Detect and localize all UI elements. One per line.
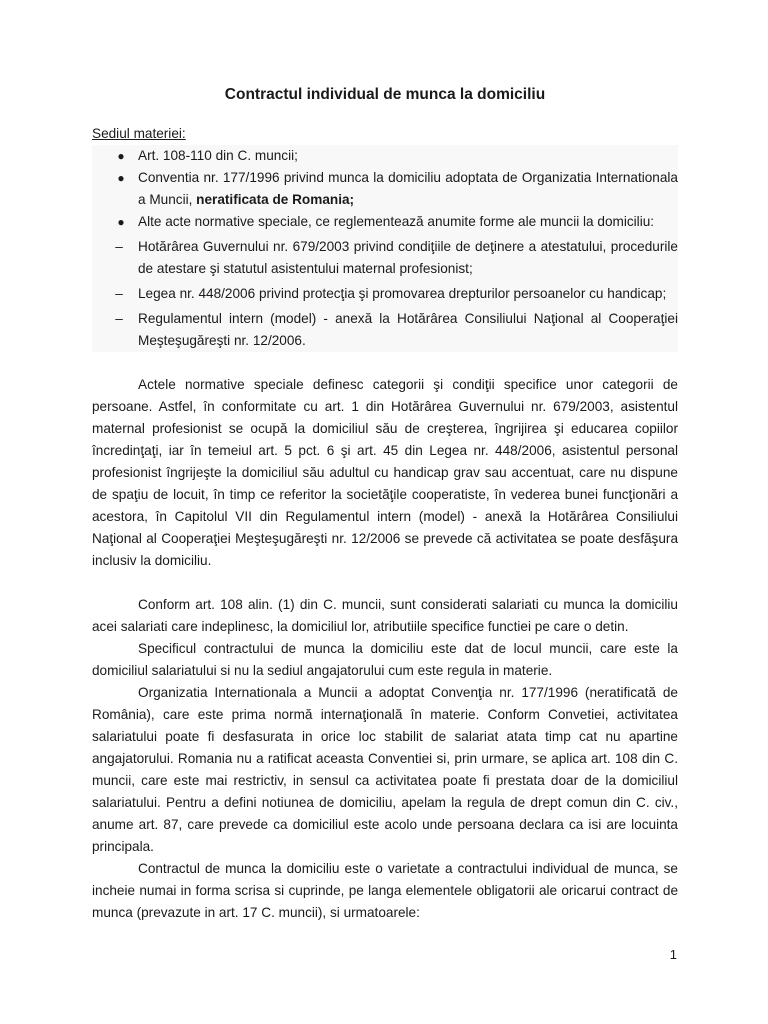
- paragraph-specific: Specificul contractului de munca la domiciliu este dat de locul muncii, care este la domiciliul salariatului si nu la sediul angajatorului cum este regula in materie.: [92, 641, 678, 678]
- document-title: Contractul individual de munca la domiciliu: [224, 86, 546, 103]
- list-item-text: Alte acte normative speciale, ce reglementează anumite forme ale muncii la domiciliu:: [138, 214, 655, 229]
- paragraph-art-108: Conform art. 108 alin. (1) din C. muncii, sunt considerati salariati cu munca la domiciliu acei salariati care indeplinesc, la domiciliul lor, atributiile specifice functiei pe care o detin.: [92, 597, 678, 634]
- paragraph-oim-convention: Organizatia Internationala a Muncii a adoptat Convenţia nr. 177/1996 (neratificată de România), care este prima normă internaţională în materie. Conform Convetiei, activitatea salariatului poate fi desfasurata in orice loc stabilit de salariat atata timp cat nu apartine angajatorului. Romania nu a ratificat aceasta Conventiei si, prin urmare, se aplica art. 108 din C. muncii, care este mai restrictiv, in sensul ca activitatea poate fi prestata doar de la domiciliul salariatului. Pentru a defini notiunea de domiciliu, apelam la regula de drept comun din C. civ., anume art. 87, care prevede ca domiciliul este acolo unde persoana declara ca isi are locuinta principala.: [92, 685, 678, 854]
- dash-icon: –: [115, 311, 123, 326]
- list-item-text: Conventia nr. 177/1996 privind munca la domiciliu adoptata de Organizatia Internationala a Muncii,: [138, 170, 678, 207]
- list-item: [92, 283, 678, 305]
- list-item: [92, 167, 678, 211]
- bullet-icon: ●: [117, 149, 125, 163]
- dash-icon: –: [115, 286, 123, 301]
- legal-sources-list: [92, 145, 678, 352]
- section-heading: Sediul materiei:: [92, 126, 186, 141]
- page-number: 1: [669, 947, 677, 962]
- list-item-text: Art. 108-110 din C. muncii;: [138, 148, 298, 163]
- paragraph-special-acts: Actele normative speciale definesc categorii şi condiţii specifice unor categorii de persoane. Astfel, în conformitate cu art. 1 din Hotărârea Guvernului nr. 679/2003, asistentul maternal profesionist se ocupă la domiciliul său de creşterea, îngrijirea şi educarea copiilor încredinţaţi, iar în temeiul art. 5 pct. 6 şi art. 45 din Legea nr. 448/2006, asistentul personal profesionist îngrijeşte la domiciliul său adultul cu handicap grav sau accentuat, care nu dispune de spaţiu de locuit, în timp ce referitor la societăţile cooperatiste, în vederea bunei funcţionări a acestora, în Capitolul VII din Regulamentul intern (model) - anexă la Hotărârea Consiliului Naţional al Cooperaţiei Meşteşugăreşti nr. 12/2006 se prevede că activitatea se poate desfăşura inclusiv la domiciliu.: [92, 377, 678, 568]
- list-item: [92, 211, 678, 233]
- list-item-text: Regulamentul intern (model) - anexă la Hotărârea Consiliului Naţional al Cooperaţiei Meşteşugăreşti nr. 12/2006.: [138, 311, 678, 348]
- spacer: [92, 572, 678, 594]
- document-body: [92, 84, 678, 924]
- bullet-icon: ●: [117, 215, 125, 229]
- bullet-icon: ●: [117, 171, 125, 185]
- list-item-text: Legea nr. 448/2006 privind protecţia şi promovarea drepturilor persoanelor cu handicap;: [138, 286, 667, 301]
- list-item-bold-text: neratificata de Romania;: [196, 192, 355, 207]
- spacer: [92, 352, 678, 374]
- dash-icon: –: [115, 239, 123, 254]
- list-item: [92, 308, 678, 352]
- paragraph-contract-elements: Contractul de munca la domiciliu este o varietate a contractului individual de munca, se incheie numai in forma scrisa si cuprinde, pe langa elementele obligatorii ale oricarui contract de munca (prevazute in art. 17 C. muncii), si urmatoarele:: [92, 861, 678, 920]
- list-item: [92, 236, 678, 280]
- list-item-text: Hotărârea Guvernului nr. 679/2003 privind condiţiile de deţinere a atestatului, procedurile de atestare şi statutul asistentului maternal profesionist;: [138, 239, 678, 276]
- list-item: [92, 145, 678, 167]
